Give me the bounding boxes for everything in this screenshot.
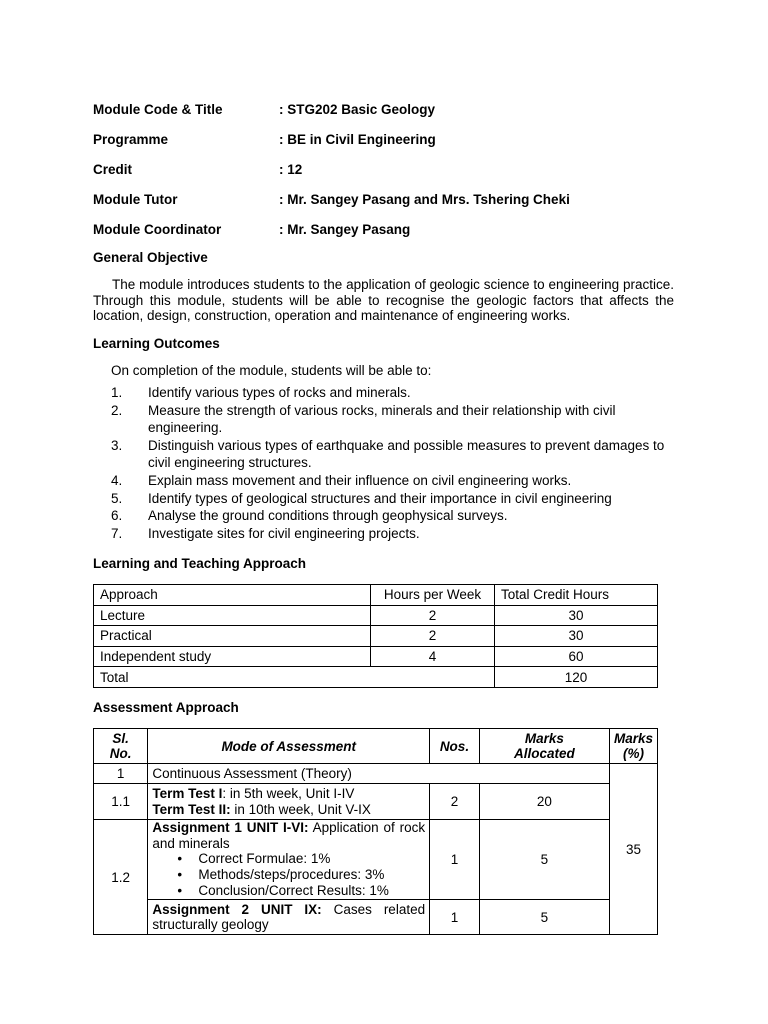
table-row xyxy=(94,626,658,647)
hours-cell: 2 xyxy=(371,605,495,626)
meta-label-module-tutor: Module Tutor xyxy=(93,192,178,207)
outcome-number: 4. xyxy=(111,472,123,488)
col-header-mode: Mode of Assessment xyxy=(148,729,430,764)
assessment-heading: Assessment Approach xyxy=(93,700,239,715)
term-test-1 xyxy=(152,786,425,802)
outcome-number: 5. xyxy=(111,490,123,506)
pct-header-line1: Marks xyxy=(613,731,653,746)
outcome-item xyxy=(111,525,681,543)
outcome-text: Identify types of geological structures and their importance in civil engineering xyxy=(148,490,612,506)
mode-cell xyxy=(148,784,430,820)
outcome-item xyxy=(111,402,681,437)
total-value: 120 xyxy=(495,667,658,688)
table-row xyxy=(94,605,658,626)
nos-cell: 1 xyxy=(430,900,480,935)
marks-percent-cell: 35 xyxy=(609,764,657,935)
total-label: Total xyxy=(94,667,495,688)
outcome-number: 7. xyxy=(111,525,123,541)
list-item: • Methods/steps/procedures: 3% xyxy=(177,867,425,883)
learning-outcomes-intro: On completion of the module, students will be able to: xyxy=(111,363,432,378)
general-objective-heading: General Objective xyxy=(93,250,208,265)
mode-cell xyxy=(148,900,430,935)
col-header-sl-no xyxy=(94,729,148,764)
assignment-1-criteria xyxy=(152,851,425,899)
assignment-1 xyxy=(152,820,425,851)
meta-value-credit: : 12 xyxy=(279,162,303,177)
assignment-2 xyxy=(152,902,425,933)
pct-header-line2: (%) xyxy=(622,746,644,761)
learning-outcomes-heading: Learning Outcomes xyxy=(93,336,220,351)
outcome-text: Investigate sites for civil engineering projects. xyxy=(148,525,420,541)
table-row xyxy=(94,820,658,900)
term-test-1-label: Term Test I xyxy=(152,786,223,801)
table-header-row xyxy=(94,585,658,606)
outcome-text: Distinguish various types of earthquake and possible measures to prevent damages to civil engineering structures. xyxy=(148,437,665,471)
col-header-marks-allocated xyxy=(479,729,609,764)
meta-label-programme: Programme xyxy=(93,132,169,147)
outcome-item xyxy=(111,437,681,472)
outcome-item xyxy=(111,384,681,402)
sl-cell: 1.2 xyxy=(94,820,148,935)
assignment-2-label: Assignment 2 UNIT IX: xyxy=(152,901,322,917)
marks-header-line2: Allocated xyxy=(514,746,575,761)
meta-label-module-code: Module Code & Title xyxy=(93,102,223,117)
hours-cell: 2 xyxy=(371,626,495,647)
mode-cell: Continuous Assessment (Theory) xyxy=(148,764,610,784)
meta-value-module-code: : STG202 Basic Geology xyxy=(279,102,436,117)
credit-hours-cell: 30 xyxy=(495,626,658,647)
meta-label-credit: Credit xyxy=(93,162,133,177)
nos-cell: 2 xyxy=(430,784,480,820)
sl-header-line1: Sl. xyxy=(112,731,129,746)
assessment-table xyxy=(93,728,658,935)
assignment-1-detail: Application of rock and minerals xyxy=(152,820,426,851)
term-test-1-detail: : in 5th week, Unit I-IV xyxy=(222,786,355,801)
sl-cell: 1 xyxy=(94,764,148,784)
outcome-text: Explain mass movement and their influence on civil engineering works. xyxy=(148,472,572,488)
outcome-text: Identify various types of rocks and minerals. xyxy=(148,385,411,400)
hours-cell: 4 xyxy=(371,646,495,667)
assignment-1-label: Assignment 1 UNIT I-VI: xyxy=(152,820,309,835)
outcome-item xyxy=(111,507,681,525)
col-header-marks-percent xyxy=(609,729,657,764)
list-item: • Correct Formulae: 1% xyxy=(177,851,425,867)
credit-hours-cell: 60 xyxy=(495,646,658,667)
meta-value-programme: : BE in Civil Engineering xyxy=(279,132,436,147)
nos-cell: 1 xyxy=(430,820,480,900)
outcome-number: 3. xyxy=(111,437,123,453)
outcome-number: 2. xyxy=(111,402,123,418)
outcome-number: 1. xyxy=(111,385,123,400)
meta-label-module-coordinator: Module Coordinator xyxy=(93,222,222,237)
table-row xyxy=(94,784,658,820)
meta-value-module-coordinator: : Mr. Sangey Pasang xyxy=(279,222,411,237)
teaching-approach-heading: Learning and Teaching Approach xyxy=(93,556,307,571)
marks-header-line1: Marks xyxy=(524,731,564,746)
sl-header-line2: No. xyxy=(109,746,132,761)
marks-cell: 5 xyxy=(479,820,609,900)
approach-cell: Lecture xyxy=(94,605,371,626)
general-objective-text: The module introduces students to the application of geologic science to engineering practice. Through this module, students will be able to recognise the geologic factors that affects the location, design, construction, operation and maintenance of engineering works. xyxy=(93,277,674,323)
credit-hours-cell: 30 xyxy=(495,605,658,626)
marks-cell: 20 xyxy=(479,784,609,820)
table-row xyxy=(94,764,658,784)
assignment-2-detail: Cases related structurally geology xyxy=(152,901,426,932)
outcome-item xyxy=(111,490,681,508)
col-header-nos: Nos. xyxy=(430,729,480,764)
term-test-2-label: Term Test II: xyxy=(152,801,231,817)
col-header-approach: Approach xyxy=(94,585,371,606)
outcome-text: Analyse the ground conditions through geophysical surveys. xyxy=(148,508,508,524)
table-header-row xyxy=(94,729,658,764)
list-item: • Conclusion/Correct Results: 1% xyxy=(177,883,425,899)
col-header-total-credit-hours: Total Credit Hours xyxy=(495,585,658,606)
table-row xyxy=(94,900,658,935)
col-header-hours-per-week: Hours per Week xyxy=(371,585,495,606)
approach-cell: Practical xyxy=(94,626,371,647)
teaching-approach-table xyxy=(93,584,658,688)
outcome-number: 6. xyxy=(111,508,123,524)
term-test-2 xyxy=(152,802,425,818)
marks-cell: 5 xyxy=(479,900,609,935)
learning-outcomes-list xyxy=(111,384,681,542)
outcome-item xyxy=(111,472,681,490)
meta-value-module-tutor: : Mr. Sangey Pasang and Mrs. Tshering Cheki xyxy=(279,192,570,207)
table-total-row xyxy=(94,667,658,688)
sl-cell: 1.1 xyxy=(94,784,148,820)
term-test-2-detail: in 10th week, Unit V-IX xyxy=(230,801,371,817)
approach-cell: Independent study xyxy=(94,646,371,667)
mode-cell xyxy=(148,820,430,900)
table-row xyxy=(94,646,658,667)
outcome-text: Measure the strength of various rocks, minerals and their relationship with civil engineering. xyxy=(148,402,616,436)
